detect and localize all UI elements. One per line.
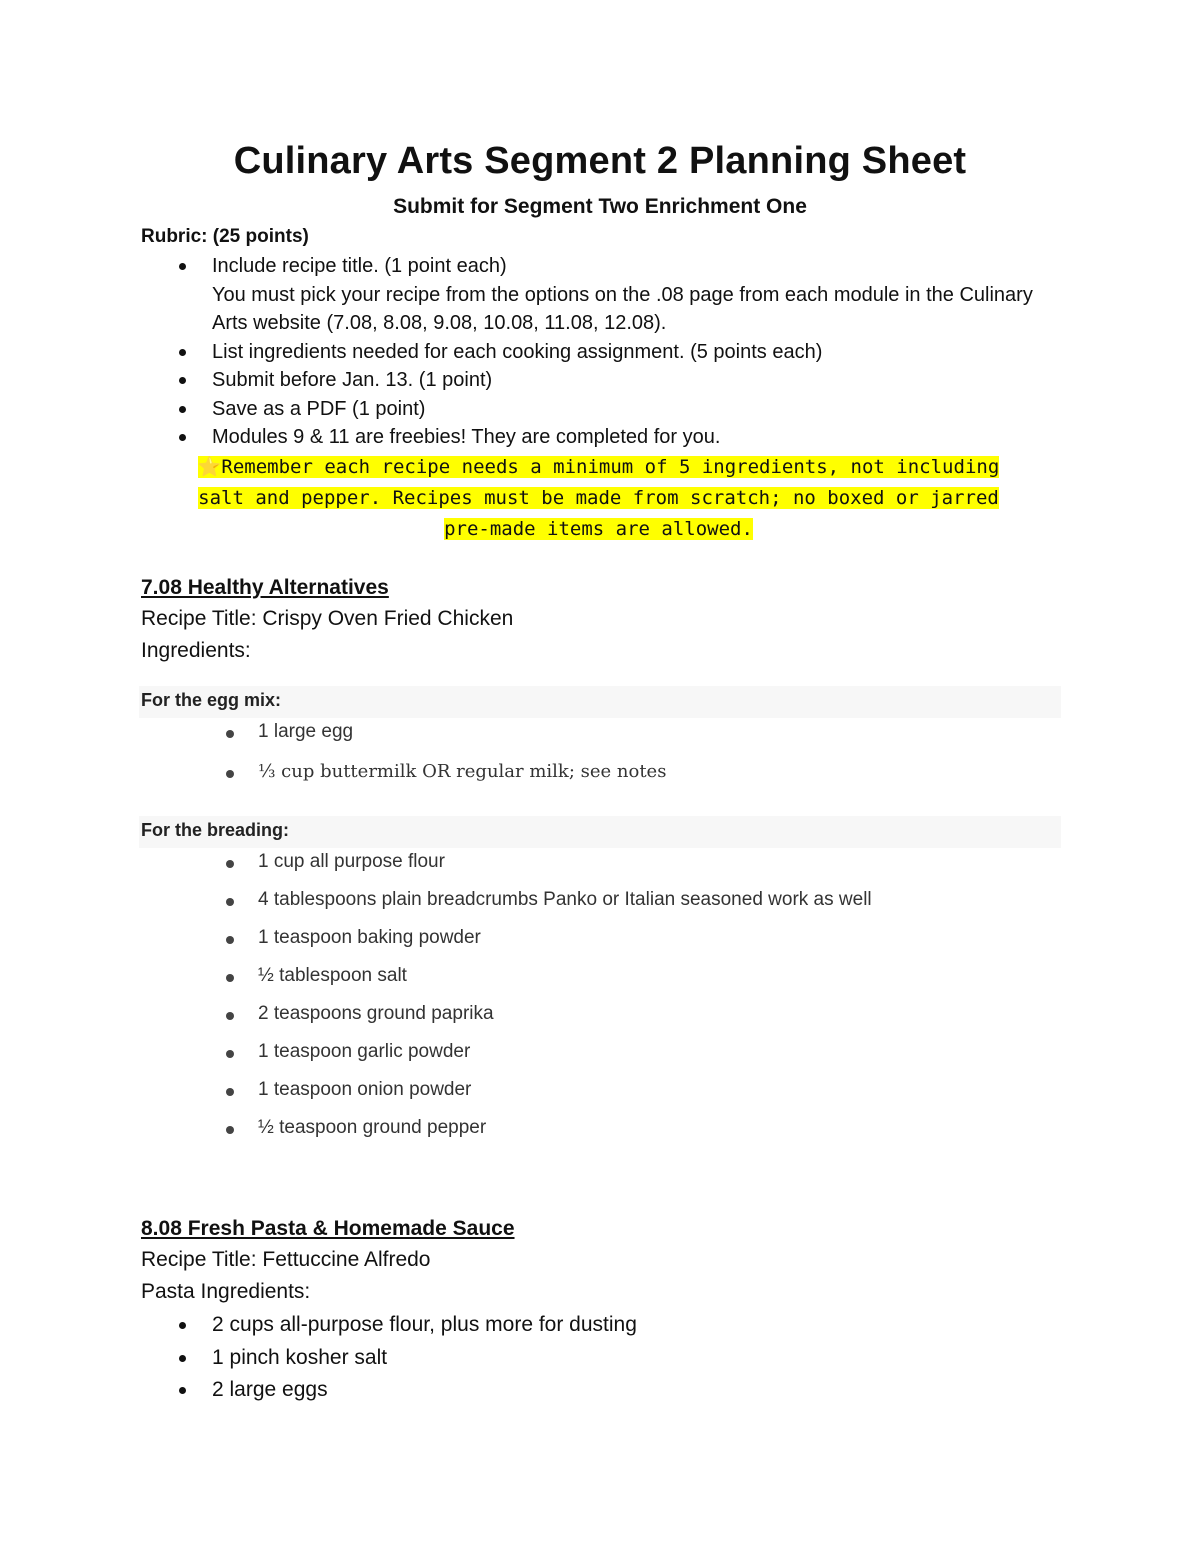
page-title: Culinary Arts Segment 2 Planning Sheet [233, 140, 967, 182]
highlight-line: salt and pepper. Recipes must be made from scratch; no boxed or jarred [198, 487, 999, 509]
recipe-title: Recipe Title: Fettuccine Alfredo [141, 1248, 431, 1271]
bullet-icon [226, 936, 234, 944]
bullet-icon [179, 377, 186, 384]
egg-mix-label: For the egg mix: [141, 690, 282, 710]
pasta-ingredients-list [141, 1309, 637, 1407]
list-item: 1 pinch kosher salt [141, 1342, 637, 1375]
list-item: 1 teaspoon baking powder [226, 927, 481, 949]
highlight-line: pre-made items are allowed. [444, 518, 753, 540]
page-subtitle: Submit for Segment Two Enrichment One [393, 195, 807, 218]
list-item: 4 tablespoons plain breadcrumbs Panko or Italian seasoned work as well [226, 889, 872, 911]
bullet-icon [226, 770, 234, 778]
list-item: 1 teaspoon garlic powder [226, 1041, 470, 1063]
bullet-icon [226, 898, 234, 906]
bullet-icon [179, 406, 186, 413]
bullet-icon [226, 1050, 234, 1058]
list-item: 1 teaspoon onion powder [226, 1079, 471, 1101]
recipe-title: Recipe Title: Crispy Oven Fried Chicken [141, 607, 514, 630]
rubric-list [141, 252, 1061, 452]
ingredients-label: Ingredients: [141, 639, 251, 662]
bullet-icon [179, 1387, 186, 1394]
section-heading: 7.08 Healthy Alternatives [141, 576, 389, 599]
star-icon: ⭐ [197, 456, 222, 478]
list-item [141, 338, 1061, 367]
list-item [141, 395, 1061, 424]
list-item: 1 large egg [226, 721, 353, 743]
rubric-item-text: You must pick your recipe from the options on the .08 page from each module in the Culinary Arts website (7.08, 8.08, 9.08, 10.08, 11.08, 12.08). [212, 283, 1033, 334]
rubric-item-text: Submit before Jan. 13. (1 point) [212, 369, 493, 391]
bullet-icon [179, 1355, 186, 1362]
list-item: ⅓ cup buttermilk OR regular milk; see notes [226, 761, 666, 782]
rubric-item-text: Save as a PDF (1 point) [212, 397, 426, 420]
bullet-icon [179, 1322, 186, 1329]
list-item: ½ teaspoon ground pepper [226, 1117, 486, 1139]
rubric-item-text: Modules 9 & 11 are freebies! They are completed for you. [212, 426, 721, 448]
list-item: 2 cups all-purpose flour, plus more for dusting [141, 1309, 637, 1342]
bullet-icon [226, 860, 234, 868]
list-item [141, 366, 1061, 395]
list-item [141, 423, 1061, 452]
rubric-item-text: Include recipe title. (1 point each) [212, 255, 507, 277]
bullet-icon [179, 263, 186, 270]
rubric-item-text: List ingredients needed for each cooking assignment. (5 points each) [212, 340, 823, 363]
bullet-icon [226, 1012, 234, 1020]
list-item [141, 281, 1061, 338]
highlight-note [141, 452, 1056, 545]
section-heading: 8.08 Fresh Pasta & Homemade Sauce [141, 1217, 515, 1240]
bullet-icon [179, 349, 186, 356]
list-item: 2 large eggs [141, 1374, 637, 1407]
bullet-icon [226, 974, 234, 982]
bullet-icon [226, 1126, 234, 1134]
breading-label: For the breading: [141, 820, 289, 840]
rubric-label: Rubric: (25 points) [141, 226, 309, 247]
bullet-icon [226, 1088, 234, 1096]
highlight-line: Remember each recipe needs a minimum of 5 ingredients, not including [221, 456, 1000, 478]
ingredients-label: Pasta Ingredients: [141, 1280, 311, 1303]
bullet-icon [179, 434, 186, 441]
bullet-icon [226, 730, 234, 738]
list-item [141, 252, 1061, 281]
list-item: 1 cup all purpose flour [226, 851, 445, 873]
list-item: ½ tablespoon salt [226, 965, 407, 987]
list-item: 2 teaspoons ground paprika [226, 1003, 494, 1025]
